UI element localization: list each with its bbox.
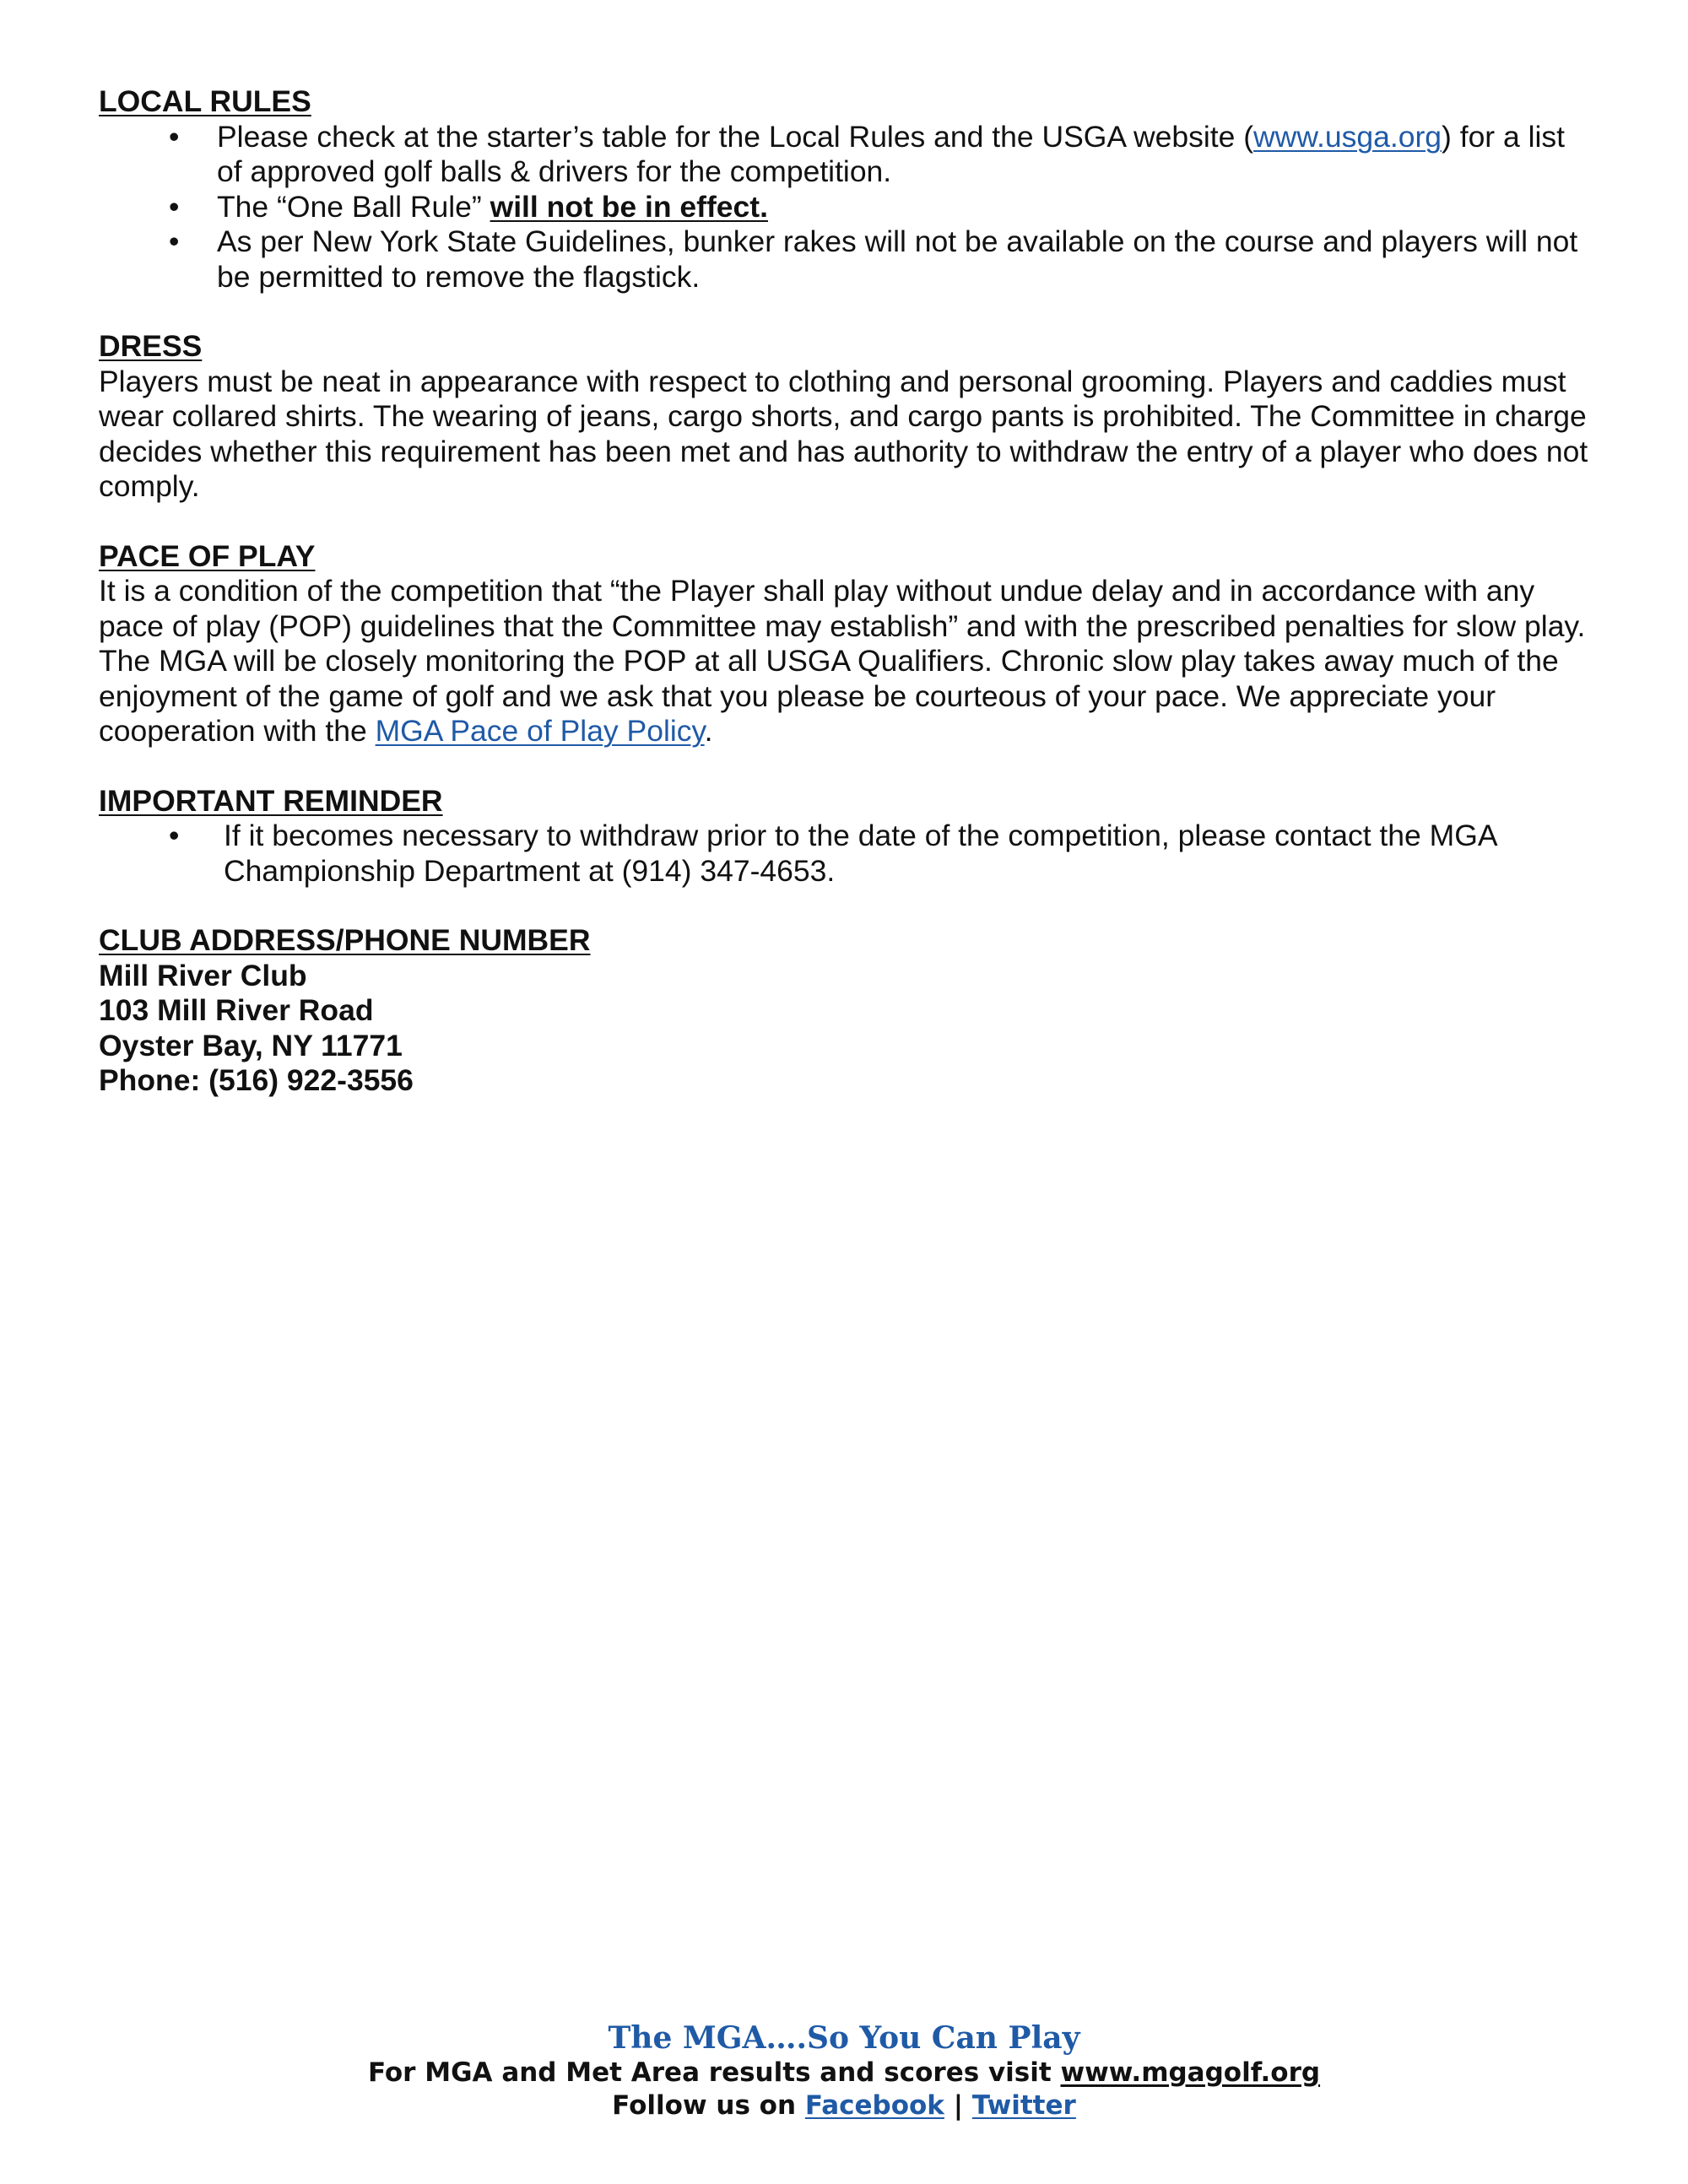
one-ball-rule-text: The “One Ball Rule” (217, 189, 490, 224)
pace-of-play-period: . (704, 714, 713, 748)
important-reminder-section (99, 784, 1618, 889)
withdraw-text: If it becomes necessary to withdraw prior to the date of the competition, please contact the MGA Championship Department at (914) 347-4653. (224, 819, 1496, 888)
list-item (99, 190, 1584, 225)
important-reminder-list (99, 819, 1618, 889)
list-item (99, 819, 1550, 889)
club-city: Oyster Bay, NY 11771 (99, 1028, 403, 1062)
document-page (99, 84, 1618, 1133)
results-line (0, 2057, 1688, 2089)
club-street: 103 Mill River Road (99, 993, 374, 1027)
pace-of-play-section (99, 539, 1618, 749)
list-item (99, 224, 1584, 295)
pace-of-play-paragraph (99, 574, 1601, 749)
club-address-section (99, 923, 1618, 1099)
mga-tagline: The MGA….So You Can Play (608, 2020, 1080, 2056)
pace-of-play-text: It is a condition of the competition that “the Player shall play without undue delay and in accordance with any pace of play (POP) guidelines that the Committee may establish” and with the prescribed penalties for slow play. The MGA will be closely monitoring the POP at all USGA Qualifiers. Chronic slow play takes away much of the enjoyment of the game of golf and we ask that you please be courteous of your pace. We appreciate your cooperation with the (99, 574, 1586, 748)
club-phone: Phone: (516) 922-3556 (99, 1063, 414, 1097)
bullet-icon: • (169, 224, 180, 258)
bullet-icon: • (169, 189, 180, 224)
usga-website-link[interactable]: www.usga.org (1253, 119, 1442, 154)
twitter-link[interactable]: Twitter (971, 2090, 1076, 2121)
follow-text: Follow us on (612, 2090, 805, 2121)
not-in-effect-text: will not be in effect. (490, 189, 768, 224)
results-text: For MGA and Met Area results and scores visit (367, 2057, 1061, 2088)
local-rules-text: ) for a list of approved golf balls & drivers for the competition. (217, 119, 1565, 188)
follow-line (0, 2089, 1688, 2122)
local-rules-list (99, 120, 1618, 295)
local-rules-section (99, 84, 1618, 295)
footer-separator: | (944, 2090, 972, 2121)
club-name: Mill River Club (99, 958, 307, 992)
page-footer (0, 2019, 1688, 2122)
bullet-icon: • (169, 119, 180, 154)
local-rules-text: Please check at the starter’s table for the Local Rules and the USGA website ( (217, 119, 1254, 154)
pace-of-play-heading: PACE OF PLAY (99, 538, 316, 573)
bullet-icon: • (169, 819, 180, 852)
facebook-link[interactable]: Facebook (804, 2090, 944, 2121)
local-rules-heading: LOCAL RULES (99, 84, 311, 118)
important-reminder-heading: IMPORTANT REMINDER (99, 783, 443, 818)
club-address-heading: CLUB ADDRESS/PHONE NUMBER (99, 923, 591, 957)
guidelines-text: As per New York State Guidelines, bunker rakes will not be available on the course and players will not be permitted to remove the flagstick. (217, 224, 1578, 294)
dress-paragraph: Players must be neat in appearance with respect to clothing and personal grooming. Players and caddies must wear collared shirts. The wearing of jeans, cargo shorts, and cargo pants is prohibited. The Committee in charge decides whether this requirement has been met and has authority to withdraw the entry of a player who does not comply. (99, 364, 1588, 503)
dress-section (99, 329, 1618, 505)
pace-of-play-policy-link[interactable]: MGA Pace of Play Policy (375, 714, 705, 748)
list-item (99, 120, 1584, 190)
dress-heading: DRESS (99, 329, 203, 363)
mgagolf-link[interactable]: www.mgagolf.org (1060, 2057, 1321, 2088)
